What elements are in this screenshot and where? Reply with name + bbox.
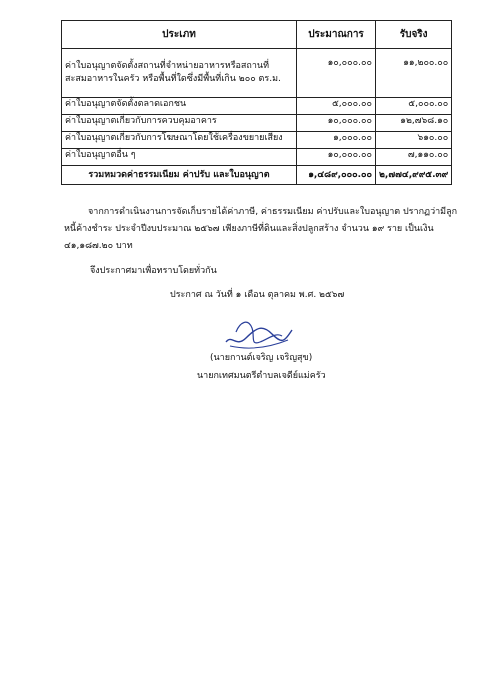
row-actual: ๗,๑๑๐.๐๐ xyxy=(376,149,452,166)
row-actual: ๕,๐๐๐.๐๐ xyxy=(376,98,452,115)
row-estimate: ๑๐,๐๐๐.๐๐ xyxy=(297,149,376,166)
row-estimate: ๑๐,๐๐๐.๐๐ xyxy=(297,49,376,98)
table-row xyxy=(62,149,452,166)
total-actual: ๒,๗๗๔,๙๙๕.๓๙ xyxy=(376,166,452,185)
summary-paragraph: จากการดำเนินงานการจัดเก็บรายได้ค่าภาษี, ค่าธรรมเนียม ค่าปรับและใบอนุญาต ปรากฏว่ามีลูกหนี้ค้างชำระ ประจำปีงบประมาณ ๒๕๖๗ เพียงภาษีที่ดินและสิ่งปลูกสร้าง จำนวน ๑๙ ราย เป็นเงิน ๔๑,๑๘๗.๒๐ บาท xyxy=(64,207,458,251)
revenue-table xyxy=(61,20,452,185)
table-row xyxy=(62,49,452,98)
header-type: ประเภท xyxy=(62,21,297,49)
signatory-position: นายกเทศมนตรีตำบลเจดีย์แม่ครัว xyxy=(197,371,326,381)
table-row xyxy=(62,98,452,115)
table-total-row xyxy=(62,166,452,185)
header-actual: รับจริง xyxy=(376,21,452,49)
row-label: ค่าใบอนุญาตจัดตั้งตลาดเอกชน xyxy=(62,98,297,115)
signature-image xyxy=(222,312,298,356)
row-label-line2: สะสมอาหารในครัว หรือพื้นที่ใดซึ่งมีพื้นที่เกิน ๒๐๐ ตร.ม. xyxy=(65,74,281,84)
row-label-line1: ค่าใบอนุญาตจัดตั้งสถานที่จำหน่ายอาหารหรือสถานที่ xyxy=(65,61,270,71)
total-estimate: ๑,๔๘๙,๐๐๐.๐๐ xyxy=(297,166,376,185)
row-label: ค่าใบอนุญาตอื่น ๆ xyxy=(62,149,297,166)
announcement-date: ประกาศ ณ วันที่ ๑ เดือน ตุลาคม พ.ศ. ๒๕๖๗ xyxy=(170,290,345,300)
row-label: ค่าใบอนุญาตเกี่ยวกับการควบคุมอาคาร xyxy=(62,115,297,132)
row-actual: ๖๑๐.๐๐ xyxy=(376,132,452,149)
table-row xyxy=(62,132,452,149)
table-row xyxy=(62,115,452,132)
total-label: รวมหมวดค่าธรรมเนียม ค่าปรับ และใบอนุญาต xyxy=(62,166,297,185)
row-estimate: ๕,๐๐๐.๐๐ xyxy=(297,98,376,115)
header-estimate: ประมาณการ xyxy=(297,21,376,49)
row-actual: ๑๒,๗๖๘.๑๐ xyxy=(376,115,452,132)
row-actual: ๑๑,๒๐๐.๐๐ xyxy=(376,49,452,98)
row-estimate: ๑,๐๐๐.๐๐ xyxy=(297,132,376,149)
row-label: ค่าใบอนุญาตเกี่ยวกับการโฆษณาโดยใช้เครื่องขยายเสียง xyxy=(62,132,297,149)
announcement-text: จึงประกาศมาเพื่อทราบโดยทั่วกัน xyxy=(90,266,217,276)
table-header-row xyxy=(62,21,452,49)
signatory-name: (นายกานต์เจริญ เจริญสุข) xyxy=(210,353,313,363)
row-estimate: ๑๐,๐๐๐.๐๐ xyxy=(297,115,376,132)
row-label xyxy=(62,49,297,98)
